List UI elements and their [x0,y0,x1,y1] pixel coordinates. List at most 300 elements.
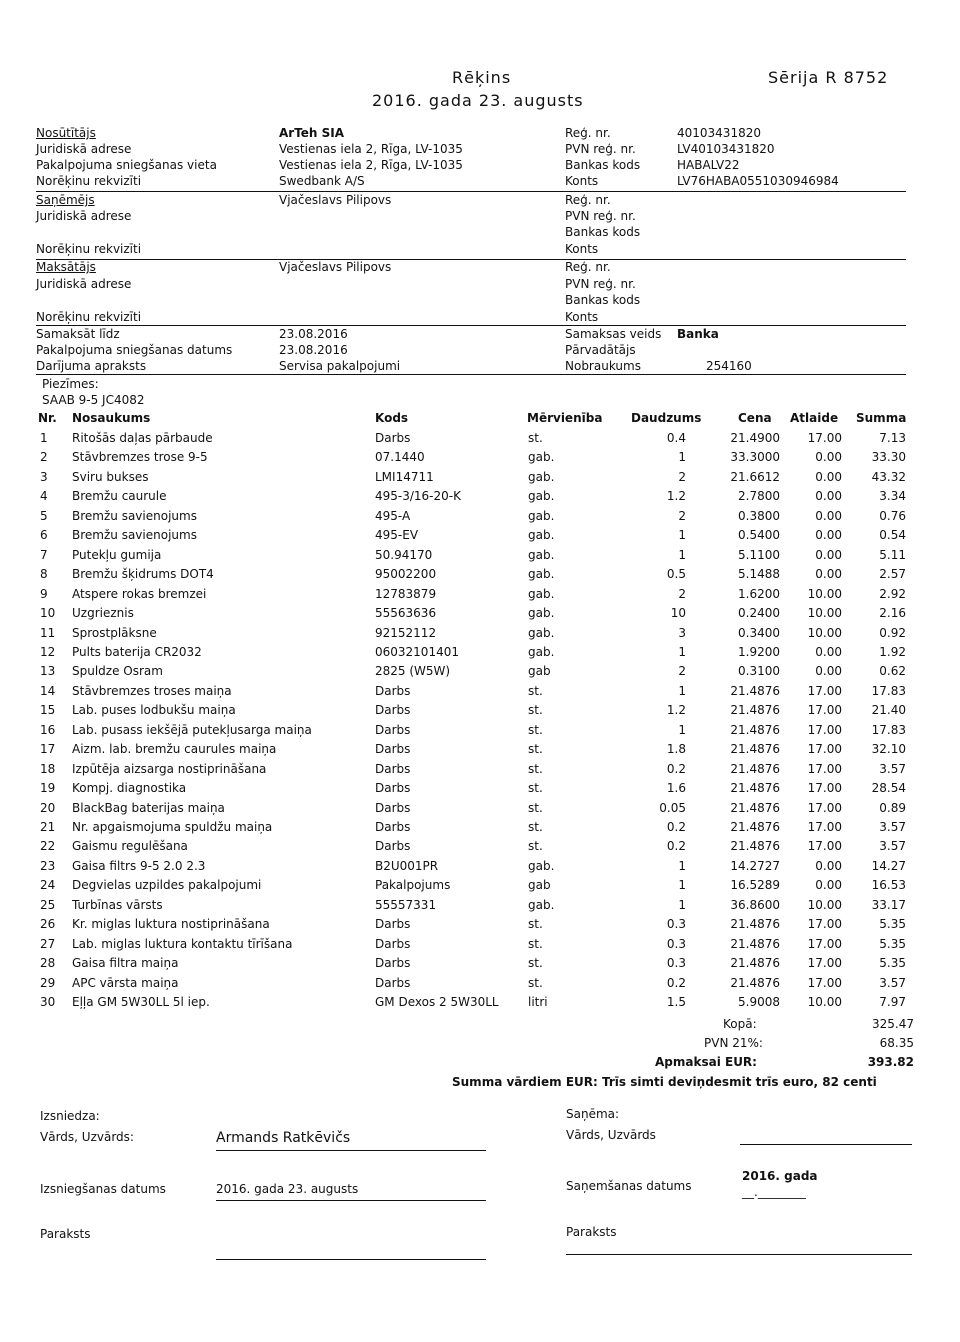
cell-nr: 21 [40,820,56,834]
cell-discount: 17.00 [807,431,842,445]
cell-discount: 0.00 [815,664,842,678]
notes-label: Piezīmes: [42,377,99,391]
cell-price: 2.7800 [738,489,780,503]
cell-unit: gab. [528,587,555,601]
cell-unit: st. [528,839,543,853]
cell-sum: 28.54 [871,781,906,795]
cell-nr: 18 [40,762,56,776]
table-row [0,839,960,858]
cell-unit: st. [528,703,543,717]
table-row [0,567,960,586]
receiver-label: Saņēmējs [36,193,95,207]
cell-sum: 3.57 [879,976,906,990]
cell-unit: gab. [528,626,555,640]
cell-unit: st. [528,956,543,970]
cell-quantity: 1 [678,723,686,737]
cell-name: Lab. miglas luktura kontaktu tīrīšana [72,937,293,951]
cell-code: 495-3/16-20-K [375,489,461,503]
cell-nr: 27 [40,937,56,951]
cell-quantity: 1 [678,645,686,659]
cell-code: 50.94170 [375,548,433,562]
waybill-label: Nobraukums [565,359,641,373]
cell-unit: gab. [528,645,555,659]
col-header-unit: Mērvienība [527,411,603,425]
table-row [0,470,960,489]
receiver-bank-details-label: Norēķinu rekvizīti [36,242,142,256]
cell-price: 33.3000 [730,450,780,464]
cell-nr: 5 [40,509,48,523]
cell-nr: 22 [40,839,56,853]
cell-discount: 0.00 [815,528,842,542]
cell-nr: 23 [40,859,56,873]
receiver-vat-label: PVN reģ. nr. [565,209,636,223]
cell-name: APC vārsta maiņa [72,976,179,990]
cell-name: Gaisa filtrs 9-5 2.0 2.3 [72,859,206,873]
cell-name: Lab. puses lodbukšu maiņa [72,703,236,717]
table-row [0,762,960,781]
cell-unit: st. [528,762,543,776]
cell-quantity: 1.2 [666,703,686,717]
cell-sum: 0.62 [879,664,906,678]
col-header-quantity: Daudzums [631,411,702,425]
cell-nr: 25 [40,898,56,912]
cell-price: 0.5400 [738,528,780,542]
receiver-reg-label: Reģ. nr. [565,193,611,207]
cell-price: 21.4876 [730,917,780,931]
cell-sum: 7.13 [879,431,906,445]
table-row [0,742,960,761]
cell-name: Bremžu savienojums [72,509,197,523]
cell-unit: gab. [528,606,555,620]
cell-unit: gab. [528,859,555,873]
cell-quantity: 2 [678,509,686,523]
cell-unit: gab. [528,567,555,581]
cell-name: Bremžu savienojums [72,528,197,542]
cell-price: 36.8600 [730,898,780,912]
cell-discount: 17.00 [807,917,842,931]
cell-unit: st. [528,917,543,931]
cell-unit: st. [528,781,543,795]
received-label: Saņēma: [566,1107,620,1121]
pay-until: 23.08.2016 [279,327,348,341]
cell-code: 07.1440 [375,450,425,464]
table-row [0,606,960,625]
cell-price: 21.4900 [730,431,780,445]
col-header-sum: Summa [856,411,907,425]
cell-code: B2U001PR [375,859,439,873]
payer-bank-details-label: Norēķinu rekvizīti [36,310,142,324]
cell-price: 21.4876 [730,956,780,970]
cell-nr: 26 [40,917,56,931]
table-row [0,645,960,664]
cell-nr: 9 [40,587,48,601]
col-header-discount: Atlaide [790,411,839,425]
receiver-name: Vjačeslavs Pilipovs [279,193,392,207]
cell-discount: 0.00 [815,567,842,581]
cell-code: Darbs [375,762,411,776]
issued-label: Izsniedza: [40,1109,100,1123]
cell-sum: 5.35 [879,917,906,931]
issued-name: Armands Ratkēvičs [216,1130,351,1146]
cell-quantity: 1 [678,859,686,873]
received-date-blank: __.________ [742,1185,806,1199]
cell-sum: 33.17 [871,898,906,912]
cell-sum: 0.54 [879,528,906,542]
sender-reg-label: Reģ. nr. [565,126,611,140]
cell-price: 0.3800 [738,509,780,523]
cell-quantity: 0.2 [666,976,686,990]
cell-code: Darbs [375,820,411,834]
cell-code: GM Dexos 2 5W30LL [375,995,499,1009]
receiver-account-label: Konts [565,242,599,256]
cell-code: Darbs [375,703,411,717]
cell-code: 12783879 [375,587,437,601]
cell-price: 21.4876 [730,937,780,951]
cell-discount: 17.00 [807,762,842,776]
waybill: 254160 [706,359,752,373]
cell-quantity: 0.3 [666,956,686,970]
cell-price: 5.1100 [738,548,780,562]
cell-price: 0.3100 [738,664,780,678]
cell-sum: 17.83 [871,684,906,698]
cell-code: Darbs [375,742,411,756]
cell-price: 21.4876 [730,684,780,698]
cell-unit: gab. [528,450,555,464]
cell-unit: st. [528,937,543,951]
cell-unit: st. [528,684,543,698]
cell-quantity: 1 [678,898,686,912]
table-row [0,664,960,683]
cell-nr: 29 [40,976,56,990]
payer-address-label: Juridiskā adrese [36,277,132,291]
sender-name: ArTeh SIA [279,126,345,140]
total-in-words: Summa vārdiem EUR: Trīs simti deviņdesmit trīs euro, 82 centi [452,1075,877,1089]
cell-discount: 0.00 [815,450,842,464]
pay-method-label: Samaksas veids [565,327,662,341]
cell-quantity: 0.3 [666,937,686,951]
payer-vat-label: PVN reģ. nr. [565,277,636,291]
cell-price: 21.4876 [730,820,780,834]
cell-sum: 1.92 [879,645,906,659]
cell-name: Gaismu regulēšana [72,839,188,853]
cell-quantity: 1 [678,684,686,698]
cell-sum: 2.16 [879,606,906,620]
cell-quantity: 0.5 [666,567,686,581]
cell-name: Kompj. diagnostika [72,781,187,795]
payer-reg-label: Reģ. nr. [565,260,611,274]
cell-unit: gab. [528,528,555,542]
invoice-title: Rēķins [452,68,512,87]
cell-quantity: 0.2 [666,820,686,834]
cell-code: Darbs [375,976,411,990]
cell-sum: 17.83 [871,723,906,737]
col-header-price: Cena [738,411,772,425]
sender-service-place-label: Pakalpojuma sniegšanas vieta [36,158,217,172]
issued-name-line [216,1150,486,1151]
payer-account-label: Konts [565,310,599,324]
sender-label: Nosūtītājs [36,126,96,140]
total: 393.82 [867,1055,914,1069]
cell-code: 55557331 [375,898,437,912]
subtotal: 325.47 [872,1017,914,1031]
cell-price: 21.6612 [730,470,780,484]
vat: 68.35 [879,1036,914,1050]
cell-discount: 0.00 [815,878,842,892]
table-row [0,917,960,936]
cell-price: 1.6200 [738,587,780,601]
cell-discount: 17.00 [807,820,842,834]
cell-sum: 5.35 [879,937,906,951]
cell-code: LMI14711 [375,470,434,484]
col-header-nr: Nr. [38,411,57,425]
cell-price: 14.2727 [730,859,780,873]
cell-quantity: 10 [670,606,686,620]
cell-unit: st. [528,820,543,834]
cell-code: Darbs [375,781,411,795]
cell-quantity: 0.3 [666,917,686,931]
cell-unit: gab. [528,509,555,523]
cell-name: Ritošās daļas pārbaude [72,431,213,445]
sender-account: LV76HABA0551030946984 [677,174,839,188]
cell-code: 495-EV [375,528,419,542]
pay-until-label: Samaksāt līdz [36,327,120,341]
cell-discount: 10.00 [807,898,842,912]
table-row [0,684,960,703]
sender-address-label: Juridiskā adrese [36,142,132,156]
col-header-code: Kods [375,411,409,425]
vat-label: PVN 21%: [704,1036,763,1050]
cell-price: 21.4876 [730,723,780,737]
cell-sum: 7.97 [879,995,906,1009]
subtotal-label: Kopā: [723,1017,757,1031]
cell-name: Bremžu šķidrums DOT4 [72,567,214,581]
cell-sum: 0.92 [879,626,906,640]
cell-price: 21.4876 [730,781,780,795]
cell-sum: 32.10 [871,742,906,756]
sender-vat-label: PVN reģ. nr. [565,142,636,156]
cell-nr: 19 [40,781,56,795]
cell-name: Spuldze Osram [72,664,163,678]
cell-price: 21.4876 [730,801,780,815]
cell-quantity: 1 [678,450,686,464]
cell-name: Pults baterija CR2032 [72,645,202,659]
cell-discount: 17.00 [807,742,842,756]
table-row [0,937,960,956]
cell-sum: 3.57 [879,820,906,834]
cell-unit: gab. [528,898,555,912]
table-row [0,956,960,975]
cell-nr: 2 [40,450,48,464]
table-row [0,781,960,800]
cell-discount: 10.00 [807,587,842,601]
cell-code: Darbs [375,937,411,951]
sender-reg: 40103431820 [677,126,761,140]
table-row [0,878,960,897]
cell-name: Aizm. lab. bremžu caurules maiņa [72,742,277,756]
cell-quantity: 0.2 [666,762,686,776]
cell-unit: st. [528,976,543,990]
cell-discount: 0.00 [815,470,842,484]
sender-bank-code-label: Bankas kods [565,158,641,172]
table-row [0,548,960,567]
cell-quantity: 0.4 [666,431,686,445]
cell-sum: 2.92 [879,587,906,601]
cell-discount: 10.00 [807,626,842,640]
cell-unit: gab [528,664,551,678]
cell-sum: 3.57 [879,762,906,776]
table-row [0,509,960,528]
received-sign-line [566,1254,912,1255]
cell-unit: st. [528,431,543,445]
cell-nr: 8 [40,567,48,581]
cell-nr: 6 [40,528,48,542]
cell-discount: 17.00 [807,723,842,737]
table-row [0,859,960,878]
cell-name: Kr. miglas luktura nostiprināšana [72,917,270,931]
cell-sum: 14.27 [871,859,906,873]
payer-label: Maksātājs [36,260,96,274]
cell-nr: 12 [40,645,56,659]
cell-code: Darbs [375,801,411,815]
received-sign-label: Paraksts [566,1225,617,1239]
table-row [0,703,960,722]
cell-discount: 17.00 [807,703,842,717]
cell-sum: 0.89 [879,801,906,815]
cell-unit: st. [528,723,543,737]
cell-nr: 14 [40,684,56,698]
total-label: Apmaksai EUR: [655,1055,757,1069]
cell-code: 06032101401 [375,645,459,659]
cell-quantity: 1 [678,548,686,562]
table-row [0,995,960,1014]
cell-quantity: 2 [678,664,686,678]
issued-date-line [216,1200,486,1201]
cell-code: Darbs [375,956,411,970]
table-row [0,489,960,508]
cell-unit: st. [528,742,543,756]
cell-quantity: 1.5 [666,995,686,1009]
received-name-line [740,1144,912,1145]
cell-name: Bremžu caurule [72,489,167,503]
cell-name: Stāvbremzes trose 9-5 [72,450,208,464]
table-row [0,587,960,606]
cell-nr: 3 [40,470,48,484]
cell-price: 16.5289 [730,878,780,892]
divider [36,325,906,326]
cell-code: Darbs [375,431,411,445]
sender-bank-details-label: Norēķinu rekvizīti [36,174,142,188]
table-row [0,431,960,450]
cell-quantity: 2 [678,470,686,484]
cell-discount: 0.00 [815,859,842,873]
cell-nr: 1 [40,431,48,445]
cell-discount: 10.00 [807,995,842,1009]
cell-name: Eļļa GM 5W30LL 5l iep. [72,995,210,1009]
cell-name: BlackBag baterijas maiņa [72,801,225,815]
cell-discount: 17.00 [807,937,842,951]
cell-name: Izpūtēja aizsarga nostiprināšana [72,762,267,776]
cell-quantity: 1.2 [666,489,686,503]
cell-nr: 28 [40,956,56,970]
cell-name: Degvielas uzpildes pakalpojumi [72,878,262,892]
service-date: 23.08.2016 [279,343,348,357]
cell-sum: 5.11 [879,548,906,562]
cell-code: Darbs [375,917,411,931]
cell-price: 21.4876 [730,839,780,853]
cell-nr: 16 [40,723,56,737]
cell-name: Putekļu gumija [72,548,162,562]
cell-unit: litri [528,995,548,1009]
cell-unit: gab. [528,548,555,562]
col-header-name: Nosaukums [72,411,151,425]
sender-bank-code: HABALV22 [677,158,740,172]
cell-sum: 33.30 [871,450,906,464]
table-row [0,820,960,839]
cell-name: Lab. pusass iekšējā putekļusarga maiņa [72,723,312,737]
cell-sum: 43.32 [871,470,906,484]
cell-name: Stāvbremzes troses maiņa [72,684,232,698]
divider [36,259,906,260]
payer-name: Vjačeslavs Pilipovs [279,260,392,274]
cell-nr: 13 [40,664,56,678]
cell-name: Sviru bukses [72,470,149,484]
cell-sum: 3.57 [879,839,906,853]
cell-nr: 7 [40,548,48,562]
cell-discount: 0.00 [815,509,842,523]
sender-bank-details: Swedbank A/S [279,174,365,188]
cell-price: 21.4876 [730,976,780,990]
invoice-series: Sērija R 8752 [768,68,889,87]
carrier-label: Pārvadātājs [565,343,636,357]
table-row [0,801,960,820]
deal-label: Darījuma apraksts [36,359,147,373]
cell-code: Darbs [375,839,411,853]
sender-vat: LV40103431820 [677,142,775,156]
invoice-date: 2016. gada 23. augusts [372,91,584,110]
cell-code: Pakalpojums [375,878,451,892]
cell-sum: 2.57 [879,567,906,581]
cell-code: 2825 (W5W) [375,664,451,678]
cell-name: Uzgrieznis [72,606,134,620]
cell-price: 0.3400 [738,626,780,640]
cell-quantity: 2 [678,587,686,601]
cell-nr: 24 [40,878,56,892]
payer-bank-code-label: Bankas kods [565,293,641,307]
cell-discount: 17.00 [807,684,842,698]
issued-date: 2016. gada 23. augusts [216,1182,359,1196]
cell-discount: 17.00 [807,781,842,795]
cell-nr: 4 [40,489,48,503]
issued-name-label: Vārds, Uzvārds: [40,1130,134,1144]
received-date: 2016. gada [742,1169,818,1183]
cell-nr: 17 [40,742,56,756]
table-row [0,626,960,645]
cell-unit: gab. [528,470,555,484]
cell-sum: 0.76 [879,509,906,523]
table-row [0,528,960,547]
cell-nr: 30 [40,995,56,1009]
table-header-row [0,411,960,430]
cell-price: 21.4876 [730,762,780,776]
cell-code: Darbs [375,684,411,698]
table-row [0,898,960,917]
issued-sign-label: Paraksts [40,1227,91,1241]
cell-name: Sprostplāksne [72,626,157,640]
cell-price: 5.1488 [738,567,780,581]
cell-discount: 17.00 [807,839,842,853]
cell-quantity: 0.2 [666,839,686,853]
cell-code: 495-A [375,509,411,523]
